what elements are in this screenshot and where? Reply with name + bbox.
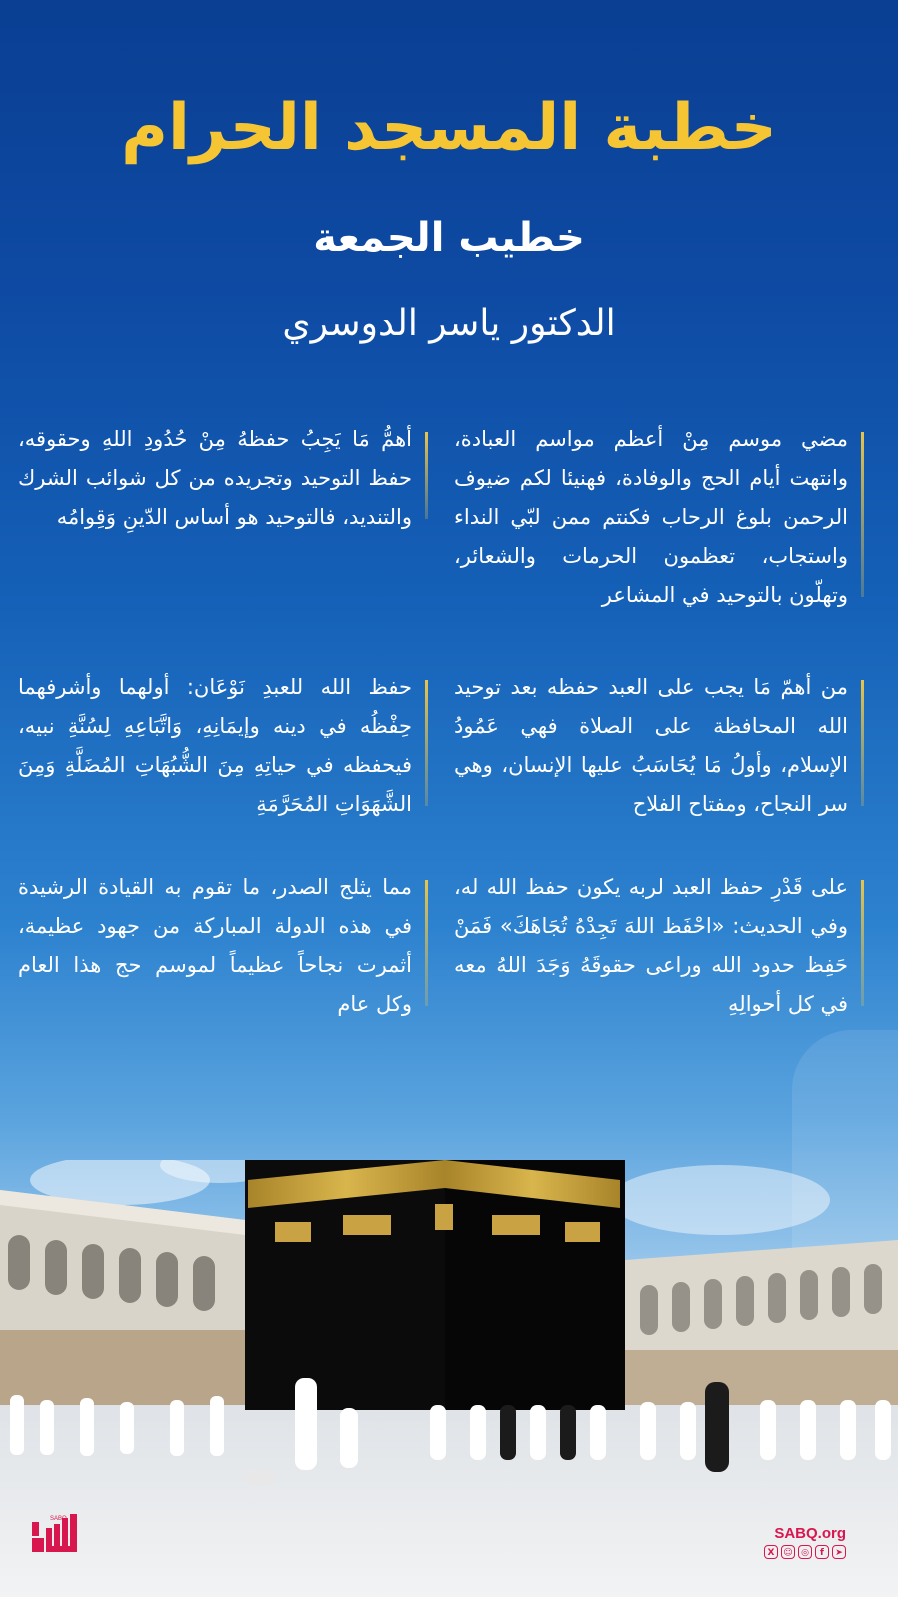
page-title: خطبة المسجد الحرام [121,91,777,165]
page-subtitle: خطيب الجمعة [313,215,585,261]
sabq-logo [30,1510,86,1556]
footer-links [764,1525,846,1559]
quote-block: أهمُّ مَا يَجِبُ حفظهُ مِنْ حُدُودِ اللهِ وحقوقه، حفظ التوحيد وتجريده من كل شوائب الشرك والتنديد، فالتوحيد هو أساس الدّينِ وَقِوامُه [18,420,428,537]
snapchat-icon[interactable]: ☺ [781,1545,795,1559]
instagram-icon[interactable]: ◎ [798,1545,812,1559]
quote-block: على قَدْرِ حفظ العبد لربه يكون حفظ الله له، وفي الحديث: «احْفَظ اللهَ تَجِدْهُ تُجَاهَكَ» فَمَنْ حَفِظ حدود الله وراعى حقوقَهُ وَجَدَ اللهُ معه في كل أحوالِهِ [454,868,864,1024]
logo-latin-text: SABQ [50,1516,67,1522]
quote-block: مما يثلج الصدر، ما تقوم به القيادة الرشيدة في هذه الدولة المباركة من جهود عظيمة، أثمرت نجاحاً عظيماً لموسم حج هذا العام وكل عام [18,868,428,1024]
site-link[interactable]: SABQ.org [774,1525,846,1542]
quote-block: مضي موسم مِنْ أعظم مواسم العبادة، وانتهت أيام الحج والوفادة، فهنيئا لكم ضيوف الرحمن بلوغ الرحاب فكنتم ممن لبّي النداء واستجاب، تعظمون الحرمات والشعائر، وتهلّون بالتوحيد في المشاعر [454,420,864,615]
quote-block: من أهمّ مَا يجب على العبد حفظه بعد توحيد الله المحافظة على الصلاة فهي عَمُودُ الإسلام، وأولُ مَا يُحَاسَبُ عليها الإنسان، وهي سر النجاح، ومفتاح الفلاح [454,668,864,824]
x-icon[interactable]: X [764,1545,778,1559]
telegram-icon[interactable]: ➤ [832,1545,846,1559]
speaker-name: الدكتور ياسر الدوسري [282,303,616,344]
social-icons [764,1545,846,1559]
quote-block: حفظ الله للعبدِ نَوْعَان: أولهما وأشرفهما حِفْظُه في دينه وإيمَانِهِ، وَاتَّبَاعِهِ لِسُنَّةِ نبيه، فيحفظه في حياتِهِ مِنَ الشُّبُهَاتِ المُضَلَّةِ وَمِنَ الشَّهَوَاتِ المُحَرَّمَةِ [18,668,428,824]
facebook-icon[interactable]: f [815,1545,829,1559]
